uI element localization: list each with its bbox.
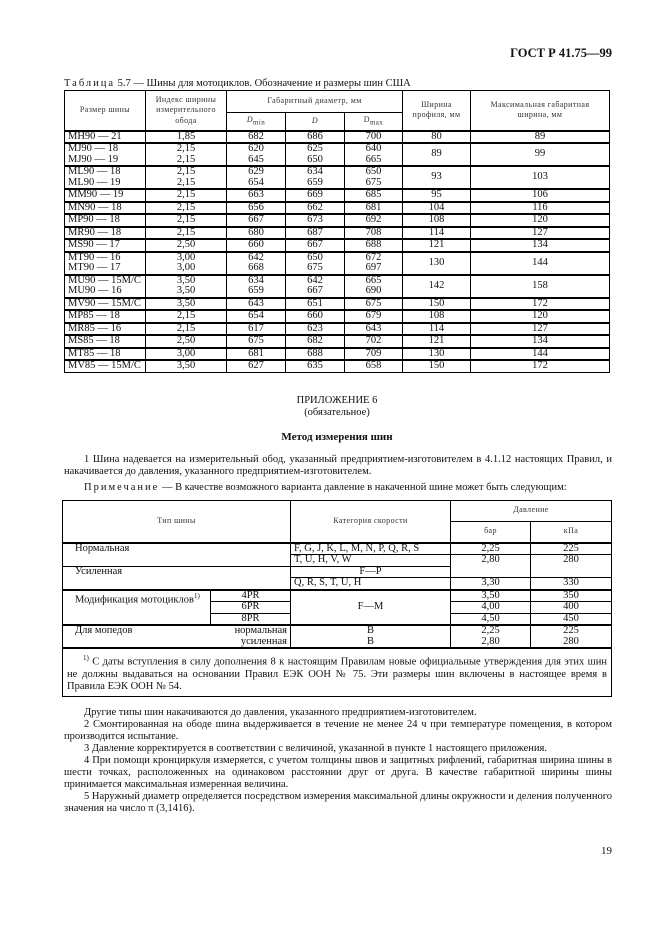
table-row: усиленная B 2,80 280 [63,637,612,649]
d-min: 654 [227,310,286,323]
table-row: 8PR 4,50 450 [63,613,612,625]
tire-dimensions-table [64,90,610,373]
tire-size: MH90 — 21 [65,131,146,144]
d-max: 702 [345,335,403,348]
table-row: Для мопедов нормальная B 2,25 225 [63,625,612,637]
d-max: 692 [345,214,403,227]
profile-width: 114 [403,323,471,336]
d: 650 [286,252,345,264]
paragraph: 2 Смонтированная на ободе шина выдерживается в течение не менее 24 ч при температуре помещения, в котором производится испытание. [64,718,612,742]
d-max: 643 [345,323,403,336]
d-max: 690 [345,286,403,298]
profile-width: 108 [403,310,471,323]
caption-label: Таблица [64,78,116,89]
profile-width: 114 [403,227,471,240]
profile-width: 108 [403,214,471,227]
max-width: 106 [471,189,610,202]
rim-index: 3,50 [146,298,227,311]
rim-index: 3,00 [146,263,227,275]
profile-width: 121 [403,239,471,252]
profile-width: 121 [403,335,471,348]
header-width: Ширина профиля, мм [403,91,471,131]
max-width: 127 [471,227,610,240]
table-row [65,214,610,227]
header-dmax: $D_{max}$ [345,113,403,131]
max-width: 120 [471,214,610,227]
d: 659 [286,178,345,190]
note: Примечание — В качестве возможного варианта давление в накаченной шине может быть следующим: [84,481,567,493]
d-min: 620 [227,143,286,155]
rim-index: 2,50 [146,239,227,252]
tire-size: MR85 — 16 [65,323,146,336]
header-size: Размер шины [65,91,146,131]
rim-index: 2,15 [146,155,227,167]
section-heading: Метод измерения шин [281,430,393,443]
profile-width: 142 [403,275,471,298]
d: 625 [286,143,345,155]
max-width: 144 [471,252,610,275]
d-min: 667 [227,214,286,227]
table-row: Q, R, S, T, U, H 3,30 330 [63,578,612,590]
appendix-number: ПРИЛОЖЕНИЕ 6 [296,394,378,406]
profile-width: 93 [403,166,471,189]
tire-size: MV90 — 15M/C [65,298,146,311]
max-width: 172 [471,360,610,372]
table-row [65,348,610,361]
profile-width: 130 [403,348,471,361]
table-row [65,275,610,287]
header-rim: Индекс ширины измерительного обода [146,91,227,131]
d: 634 [286,166,345,178]
rim-index: 3,50 [146,286,227,298]
d: 642 [286,275,345,287]
table-row [65,227,610,240]
tire-size: MT85 — 18 [65,348,146,361]
d-min: 663 [227,189,286,202]
max-width: 134 [471,239,610,252]
tire-size: MJ90 — 19 [65,155,146,167]
d-min: 660 [227,239,286,252]
table-row: Модификация мотоциклов$^{1)}$ 4PR F—M 3,50 350 [63,590,612,602]
d-min: 668 [227,263,286,275]
rim-index: 1,85 [146,131,227,144]
max-width: 99 [471,143,610,166]
d-max: 650 [345,166,403,178]
d: 675 [286,263,345,275]
d: 660 [286,310,345,323]
d-min: 656 [227,202,286,215]
d-max: 672 [345,252,403,264]
d-max: 658 [345,360,403,372]
rim-index: 2,15 [146,178,227,190]
d-min: 681 [227,348,286,361]
rim-index: 2,15 [146,202,227,215]
d: 635 [286,360,345,372]
tire-size: MP90 — 18 [65,214,146,227]
d-min: 675 [227,335,286,348]
rim-index: 3,50 [146,360,227,372]
table-row: 6PR 4,00 400 [63,602,612,614]
tire-size: MJ90 — 18 [65,143,146,155]
table-row [65,335,610,348]
d-min: 627 [227,360,286,372]
d-min: 642 [227,252,286,264]
table-row: Усиленная F—P [63,566,612,578]
d-min: 617 [227,323,286,336]
d-max: 679 [345,310,403,323]
d: 669 [286,189,345,202]
tire-size: MS90 — 17 [65,239,146,252]
paragraph-1: 1 Шина надевается на измерительный обод, указанный предприятием-изготовителем в 4.1.12 настоящих Правил, и накачивается до давления, указанного предприятием-изготовителем. [64,453,612,477]
d-max: 665 [345,275,403,287]
table-row: Нормальная F, G, J, K, L, M, N, P, Q, R, S 2,25 225 [63,543,612,555]
rim-index: 3,00 [146,348,227,361]
d: 667 [286,286,345,298]
header-kpa: кПа [531,521,612,543]
rim-index: 2,50 [146,335,227,348]
paragraph: Другие типы шин накачиваются до давления, указанного предприятием-изготовителем. [84,706,477,718]
d-max: 697 [345,263,403,275]
rim-index: 2,15 [146,143,227,155]
d-max: 709 [345,348,403,361]
d-max: 640 [345,143,403,155]
table-row [65,131,610,144]
table-row [65,143,610,155]
header-diameter: Габаритный диаметр, мм [227,91,403,113]
standard-number: ГОСТ Р 41.75—99 [510,46,612,60]
table-row [65,298,610,311]
d: 686 [286,131,345,144]
profile-width: 104 [403,202,471,215]
header-type: Тип шины [63,500,291,543]
d-max: 675 [345,298,403,311]
table-row [65,252,610,264]
table-caption [62,78,612,90]
paragraph: 3 Давление корректируется в соответствии с величиной, указанной в пункте 1 настоящего приложения. [84,742,547,754]
tire-size: MR90 — 18 [65,227,146,240]
header-dmin: $D_{min}$ [227,113,286,131]
table-row [65,202,610,215]
d-max: 685 [345,189,403,202]
d-max: 665 [345,155,403,167]
d: 650 [286,155,345,167]
max-width: 89 [471,131,610,144]
d: 673 [286,214,345,227]
tire-size: MV85 — 15M/C [65,360,146,372]
rim-index: 3,00 [146,252,227,264]
d: 682 [286,335,345,348]
d: 651 [286,298,345,311]
tire-size: MN90 — 18 [65,202,146,215]
max-width: 172 [471,298,610,311]
paragraph: 5 Наружный диаметр определяется посредством измерения максимальной длины окружности и деления полученного значения на число π (3,1416). [64,790,612,814]
table-footnote: $^{1)}$ С даты вступления в силу дополнения 8 к настоящим Правилам новые официальные утверждения для этих шин не должны выдаваться на основании Правил ЕЭК ООН № 75. Эти размеры шин включены в настоящее время в Правила ЕЭК ООН № 54. [63,648,612,696]
appendix-status: (обязательное) [304,406,370,418]
d-min: 654 [227,178,286,190]
paragraph: 4 При помощи кронциркуля измеряется, с учетом толщины швов и защитных рифлений, габаритная ширина шины в шести точках, расположенных на одинаковом расстоянии друг от друга. В качестве габаритной ширины шины принимается максимальная измеренная величина. [64,754,612,790]
table-row [65,310,610,323]
caption-text: 5.7 — Шины для мотоциклов. Обозначение и размеры шин США [117,78,411,89]
d: 688 [286,348,345,361]
max-width: 144 [471,348,610,361]
table-row [65,323,610,336]
d: 662 [286,202,345,215]
rim-index: 2,15 [146,189,227,202]
d-min: 682 [227,131,286,144]
tire-size: MT90 — 16 [65,252,146,264]
page-number: 19 [601,844,612,857]
d-max: 688 [345,239,403,252]
table-row [65,166,610,178]
d: 623 [286,323,345,336]
d-max: 675 [345,178,403,190]
rim-index: 2,15 [146,214,227,227]
d-min: 634 [227,275,286,287]
table-row [65,239,610,252]
profile-width: 95 [403,189,471,202]
tire-size: MS85 — 18 [65,335,146,348]
d-max: 708 [345,227,403,240]
rim-index: 2,15 [146,310,227,323]
max-width: 116 [471,202,610,215]
pressure-table [62,500,612,697]
tire-size: ML90 — 19 [65,178,146,190]
header-bar: бар [451,521,531,543]
header-max-width: Максимальная габаритная ширина, мм [471,91,610,131]
profile-width: 150 [403,360,471,372]
d-min: 645 [227,155,286,167]
d-min: 659 [227,286,286,298]
header-pressure: Давление [451,500,612,521]
table-row [65,360,610,372]
tire-size: ML90 — 18 [65,166,146,178]
d-max: 681 [345,202,403,215]
max-width: 120 [471,310,610,323]
rim-index: 3,50 [146,275,227,287]
rim-index: 2,15 [146,323,227,336]
d: 687 [286,227,345,240]
paragraphs [62,707,612,815]
tire-size: MU90 — 15M/C [65,275,146,287]
table-row: T, U, H, V, W 2,80 280 [63,555,612,567]
header-speed: Категория скорости [291,500,451,543]
tire-size: MM90 — 19 [65,189,146,202]
d-min: 680 [227,227,286,240]
d-max: 700 [345,131,403,144]
max-width: 127 [471,323,610,336]
max-width: 158 [471,275,610,298]
table-row [65,189,610,202]
tire-size: MU90 — 16 [65,286,146,298]
profile-width: 80 [403,131,471,144]
rim-index: 2,15 [146,166,227,178]
appendix-title [62,395,612,419]
d-min: 629 [227,166,286,178]
d-min: 643 [227,298,286,311]
max-width: 134 [471,335,610,348]
header-d: D [286,113,345,131]
profile-width: 130 [403,252,471,275]
profile-width: 89 [403,143,471,166]
tire-size: MP85 — 18 [65,310,146,323]
max-width: 103 [471,166,610,189]
profile-width: 150 [403,298,471,311]
d: 667 [286,239,345,252]
rim-index: 2,15 [146,227,227,240]
tire-size: MT90 — 17 [65,263,146,275]
